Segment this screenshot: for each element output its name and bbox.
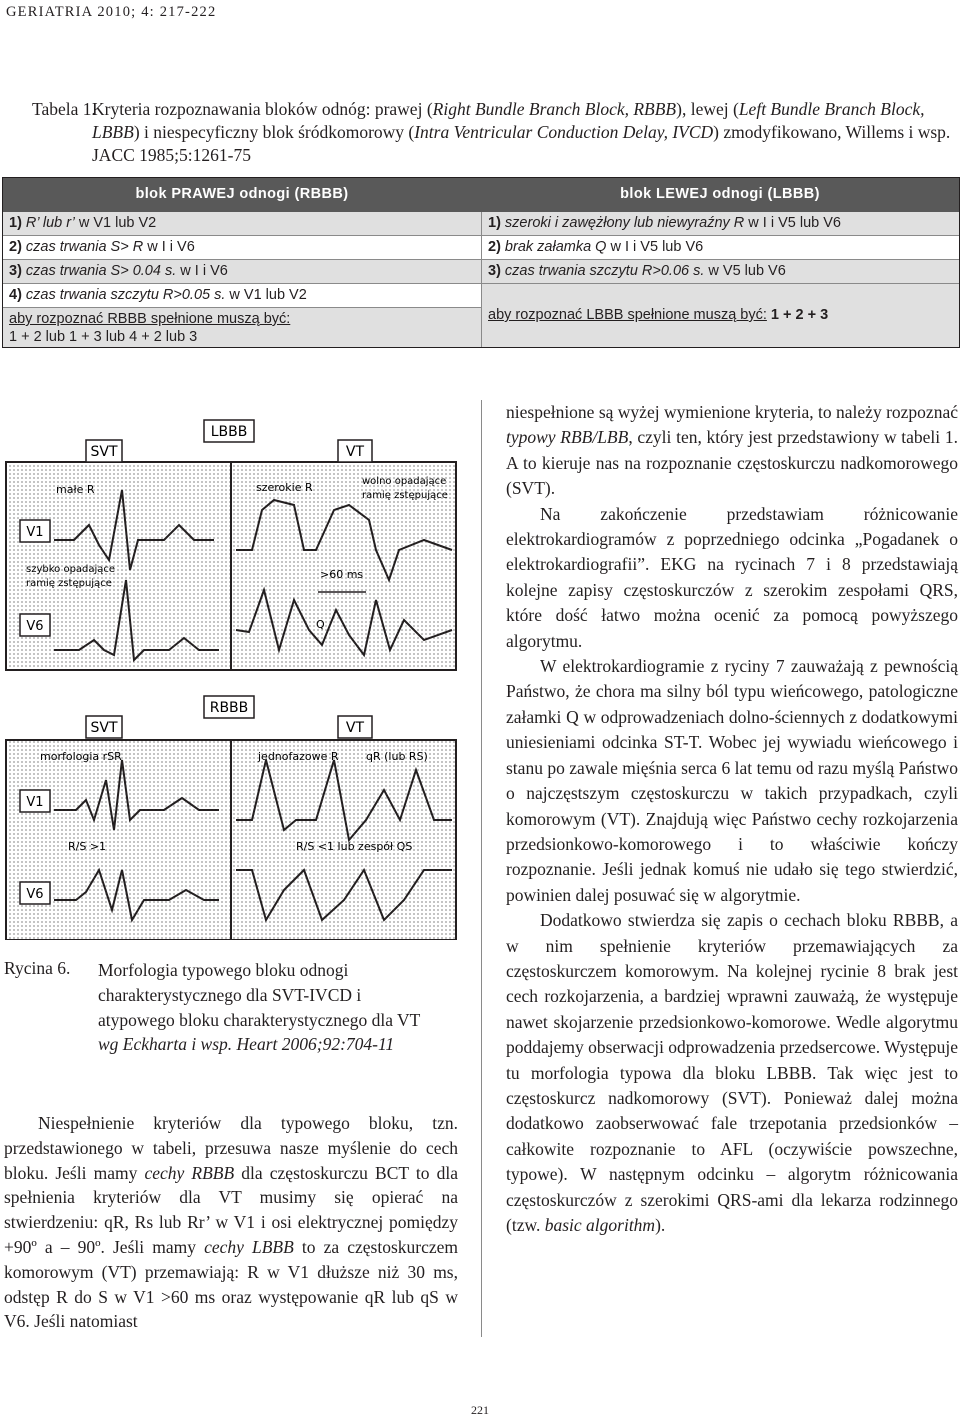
annotation: małe R <box>56 483 95 496</box>
annotation: jednofazowe R <box>258 750 339 763</box>
lbbb-label: LBBB <box>210 424 248 440</box>
paragraph: Na zakończenie przedstawiam różnicowanie elektrokardiogramów z poprzedniego odcinka „Pogadanek o elektrokardiografii”. EKG na rycinach 7 i 8 przedstawiają kolejne zapisy częstoskurczów z szerokim zespołami QRS, które dość łatwo można ocenić za pomocą powyższego algorytmu. <box>506 503 958 651</box>
vt-label: VT <box>345 444 365 460</box>
table-caption-label: Tabela 1. <box>32 99 96 119</box>
annotation: szybko opadające <box>26 564 116 575</box>
annotation: szerokie R <box>256 481 313 494</box>
table-cell: 1) R’ lub r’ w V1 lub V2 <box>9 215 157 231</box>
table-cell: 3) czas trwania S> 0.04 s. w I i V6 <box>9 263 228 279</box>
annotation: Q <box>316 618 325 631</box>
table-row <box>3 212 959 236</box>
table-cell-lbbb-summary: aby rozpoznać LBBB spełnione muszą być: 1 + 2 + 3 <box>481 284 959 347</box>
paragraph: niespełnione są wyżej wymienione kryteria, to należy rozpoznać typowy RBB/LBB, czyli ten, który jest przedstawiony w tabeli 1. A to kieruje nas na rozpoznanie częstoskurczu nadkomorowego (SVT). <box>506 402 958 499</box>
annotation: ramię zstępujące <box>26 578 112 589</box>
running-head: GERIATRIA 2010; 4: 217-222 <box>6 4 217 20</box>
right-column <box>506 400 958 1238</box>
vt-label-2: VT <box>345 720 365 736</box>
annotation: ramię zstępujące <box>362 490 448 501</box>
annotation: R/S <1 lub zespół QS <box>296 840 413 853</box>
page-number: 221 <box>471 1403 489 1417</box>
ecg-figure <box>4 400 458 940</box>
ecg-illustration <box>4 400 458 940</box>
v1-label: V1 <box>26 525 44 540</box>
annotation: morfologia rSR <box>40 750 122 763</box>
rbbb-label: RBBB <box>209 700 249 716</box>
table-cell: 2) czas trwania S> R w I i V6 <box>9 239 195 255</box>
table-cell: 3) czas trwania szczytu R>0.06 s. w V5 lub V6 <box>481 260 959 283</box>
criteria-table <box>2 177 960 348</box>
table-row <box>3 260 959 284</box>
v6-label: V6 <box>26 619 44 634</box>
table-cell: 4) czas trwania szczytu R>0.05 s. w V1 lub V2 <box>9 287 307 303</box>
table-row <box>3 236 959 260</box>
column-divider <box>481 400 482 1337</box>
annotation: wolno opadające <box>362 476 447 487</box>
left-column <box>4 1111 458 1334</box>
v1-label-2: V1 <box>26 795 44 810</box>
annotation: qR (lub RS) <box>366 750 428 763</box>
table-cell: 2) brak załamka Q w I i V5 lub V6 <box>481 236 959 259</box>
table-header-lbbb: blok LEWEJ odnogi (LBBB) <box>481 178 959 212</box>
paragraph: W elektrokardiogramie z ryciny 7 zauważają z pewnością Państwo, że chora ma silny ból typu wieńcowego, patologiczne załamki Q w odprowadzeniach dolno-ściennych z dodatkowymi uniesieniami odcinka ST-T. Wobec jej wywiadu wieńcowego i stanu po zawale mięśnia serca 6 lat temu od razu myślą Państwo o najczęstszym częstoskurczu w takich przypadkach, czyli komorowym (VT). Znajdują więc Państwo cechy rozkojarzenia przedsionkowo-komorowego i to właściwie kończy rozpoznanie. Jeśli jednak komuś nie udało się tego stwierdzić, powinien dalej posuwać się w algorytmie. <box>506 656 958 905</box>
table-caption-text: Kryteria rozpoznawania bloków odnóg: prawej (Right Bundle Branch Block, RBBB), lewej (Left Bundle Branch Block, LBBB) i niespecyficzny blok śródkomorowy (Intra Ventricular Conduction Delay, IVCD) zmodyfikowano, Willems i wsp. JACC 1985;5:1261-75 <box>92 99 951 165</box>
figure-caption: Morfologia typowego bloku odnogi charakterystycznego dla SVT-IVCD i atypowego bloku charakterystycznego dla VT wg Eckharta i wsp. Heart 2006;92:704-11 <box>98 960 421 1055</box>
svt-label: SVT <box>90 444 118 460</box>
v6-label-2: V6 <box>26 887 44 902</box>
svt-label-2: SVT <box>90 720 118 736</box>
table-header-rbbb: blok PRAWEJ odnogi (RBBB) <box>3 178 481 212</box>
annotation: R/S >1 <box>68 840 107 853</box>
table-cell: 1) szeroki i zawężłony lub niewyraźny R w I i V5 lub V6 <box>481 212 959 235</box>
table-cell: aby rozpoznać RBBB spełnione muszą być: 1 + 2 lub 1 + 3 lub 4 + 2 lub 3 <box>9 311 291 345</box>
paragraph: Niespełnienie kryteriów dla typowego bloku, tzn. przedstawionego w tabeli, przesuwa nasze myślenie do cech bloku. Jeśli mamy cechy RBBB dla częstoskurczu BCT to dla spełnienia kryteriów dla VT musimy się opierać na stwierdzeniu: qR, Rs lub Rr’ w V1 i osi elektrycznej pomiędzy +90º a – 90º. Jeśli mamy cechy LBBB to za częstoskurczem komorowym (VT) przemawiają: R w V1 dłuższe niż 30 ms, odstęp R do S w V1 >60 ms oraz występowanie qR lub qS w V6. Jeśli natomiast <box>4 1113 458 1332</box>
paragraph: Dodatkowo stwierdza się zapis o cechach bloku RBBB, a w nim spełnienie kryteriów przemawiających za częstoskurczem komorowym. Na kolejnej rycinie 8 brak jest cech rozkojarzenia, a bardziej wprawni zauważą, że występuje nawet skojarzenie przedsionkowo-komorowe. Wedle algorytmu poddajemy obserwacji odprowadzenia przedsercowe. Występuje tu morfologia typowa dla bloku LBBB. Tak więc jest to częstoskurcz nadkomorowy (SVT). Ponieważ dalej można dodatkowo zaobserwować fale trzepotania przedsionków – całkowite rozpoznanie to AFL (oczywiście powszechne, typowe). W następnym odcinku – algorytm różnicowania częstoskurczów z szerokimi QRS-ami dla lekarza rodzinnego (tzw. basic algorithm). <box>506 910 958 1235</box>
annotation: >60 ms <box>320 568 364 581</box>
figure-caption-label: Rycina 6. <box>4 958 71 978</box>
